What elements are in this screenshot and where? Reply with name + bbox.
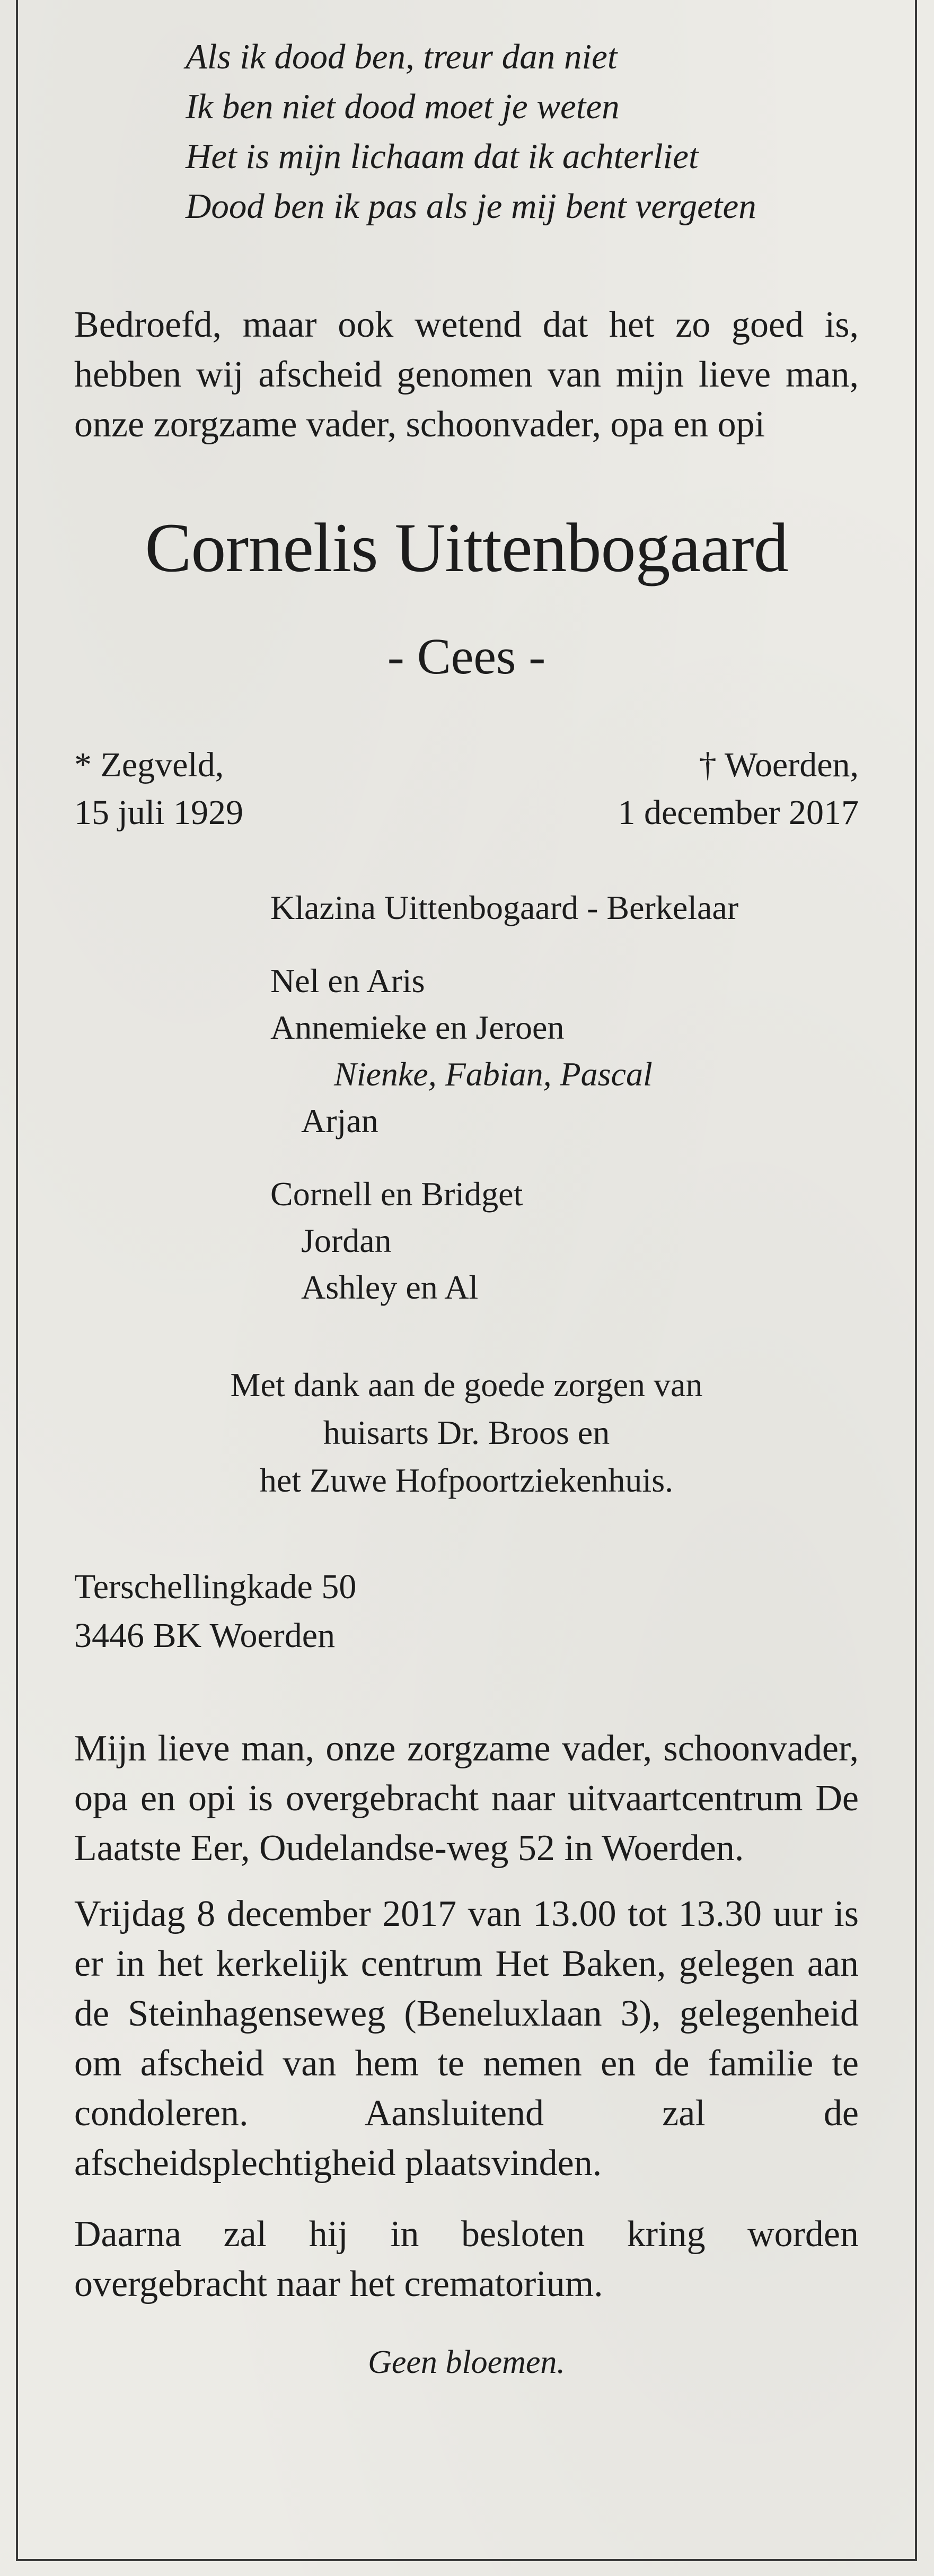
birth-date: 15 juli 1929: [74, 793, 244, 832]
address-block: [74, 1563, 859, 1660]
closing-note: Geen bloemen.: [368, 2344, 565, 2380]
transfer-text: Mijn lieve man, onze zorgzame vader, schoonvader, opa en opi is overgebracht naar uitvaartcentrum De Laatste Eer, Oudelandse-weg 52 in Woerden.: [74, 1728, 859, 1869]
family-line: Jordan: [301, 1222, 392, 1259]
family-line: Annemieke en Jeroen: [270, 1009, 565, 1046]
life-dates: [74, 741, 859, 837]
after-text: Daarna zal hij in besloten kring worden overgebracht naar het crematorium.: [74, 2214, 859, 2305]
grandchildren-line: Nienke, Fabian, Pascal: [334, 1055, 653, 1093]
address-street: Terschellingkade 50: [74, 1567, 357, 1606]
poem: [186, 32, 859, 231]
thanks-line: Met dank aan de goede zorgen van: [230, 1366, 703, 1404]
thanks-note: [74, 1361, 859, 1504]
birth-info: [74, 741, 243, 837]
deceased-name: Cornelis Uittenbogaard: [145, 509, 788, 586]
poem-line: Ik ben niet dood moet je weten: [186, 87, 620, 126]
family-line: Cornell en Bridget: [270, 1175, 523, 1213]
service-text: Vrijdag 8 december 2017 van 13.00 tot 13.30 uur is er in het kerkelijk centrum Het Baken, gelegen aan de Steinhagenseweg (Beneluxlaan 3), gelegenheid om afscheid van hem te nemen en de familie te condoleren. Aansluitend zal de afscheidsplechtigheid plaatsvinden.: [74, 1894, 859, 2184]
address-city: 3446 BK Woerden: [74, 1616, 336, 1655]
poem-line: Dood ben ik pas als je mij bent vergeten: [186, 187, 756, 226]
death-date: 1 december 2017: [618, 793, 859, 832]
family-line: Arjan: [301, 1102, 378, 1140]
spouse-name: Klazina Uittenbogaard - Berkelaar: [270, 889, 739, 926]
deceased-nickname: - Cees -: [387, 628, 546, 685]
death-place: † Woerden,: [699, 746, 859, 784]
poem-line: Het is mijn lichaam dat ik achterliet: [186, 137, 699, 176]
family-line: Ashley en Al: [301, 1268, 479, 1306]
poem-line: Als ik dood ben, treur dan niet: [186, 37, 618, 76]
thanks-line: het Zuwe Hofpoortziekenhuis.: [259, 1461, 674, 1499]
thanks-line: huisarts Dr. Broos en: [323, 1414, 610, 1451]
family-line: Nel en Aris: [270, 962, 425, 1000]
intro-text: Bedroefd, maar ook wetend dat het zo goed is, hebben wij afscheid genomen van mijn lieve man, onze zorgzame vader, schoonvader, opa en opi: [74, 304, 859, 445]
obituary-content: [74, 32, 859, 2386]
family-list: [270, 884, 859, 1311]
birth-place: * Zegveld,: [74, 746, 224, 784]
death-info: [618, 741, 859, 837]
